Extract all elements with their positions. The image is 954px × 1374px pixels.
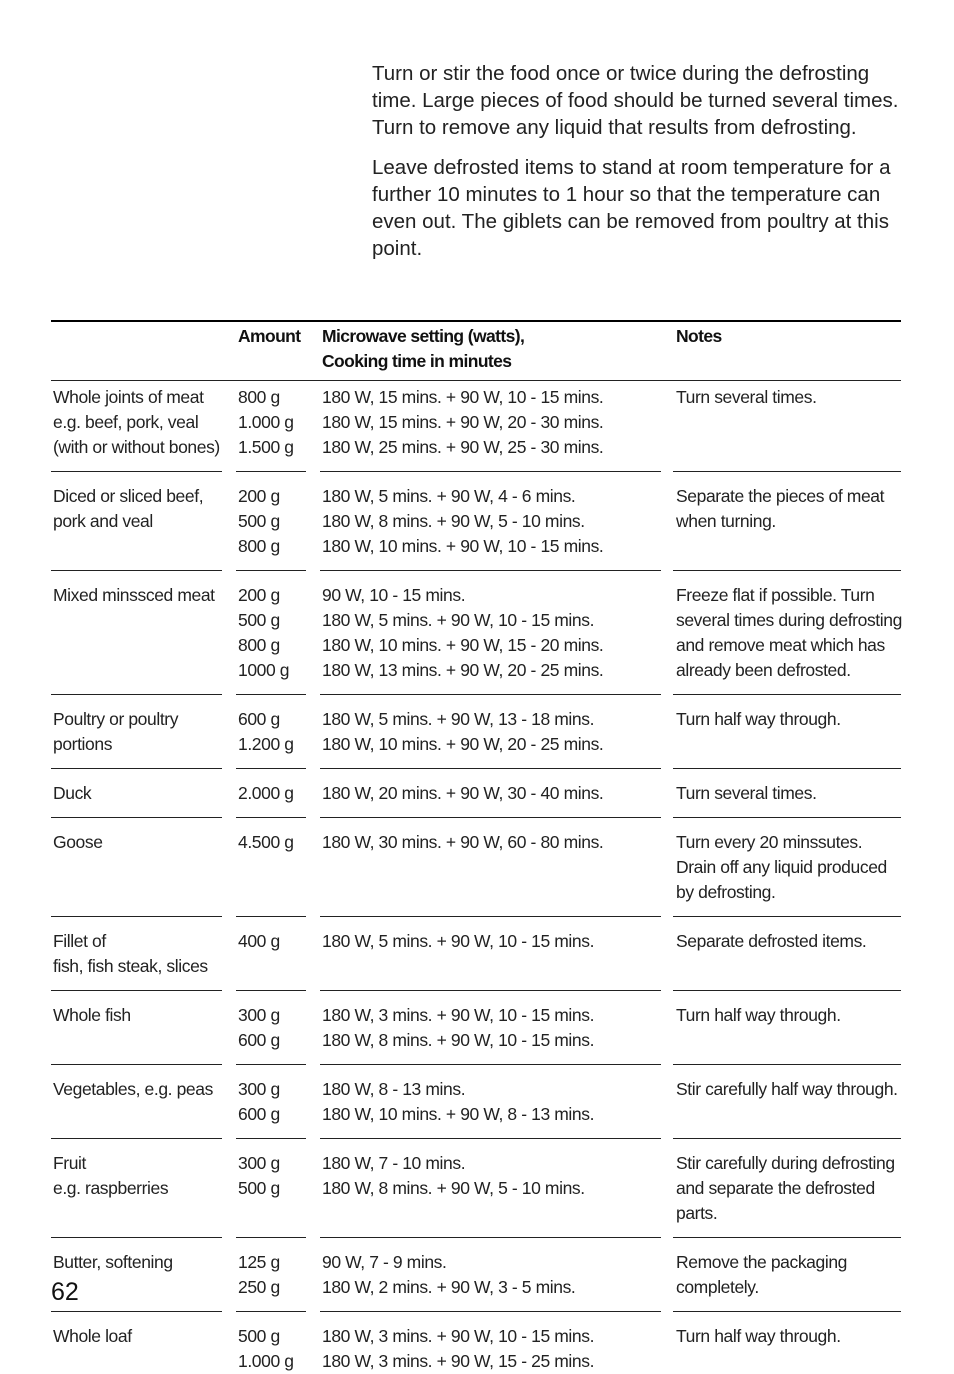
row-notes <box>676 781 901 806</box>
row-amount-line: 600 g <box>238 1030 280 1050</box>
row-setting-line: 180 W, 8 mins. + 90 W, 5 - 10 mins. <box>322 511 585 531</box>
row-setting <box>322 1077 667 1127</box>
row-item-line: Duck <box>53 783 92 803</box>
row-separator <box>236 1237 306 1238</box>
row-setting-line: 180 W, 3 mins. + 90 W, 15 - 25 mins. <box>322 1351 595 1371</box>
row-amount-line: 125 g <box>238 1252 280 1272</box>
row-amount <box>238 830 308 855</box>
row-amount-line: 1.500 g <box>238 437 294 457</box>
row-item <box>53 707 233 757</box>
row-notes-line: by defrosting. <box>676 882 776 902</box>
row-separator <box>51 817 222 818</box>
row-setting-line: 180 W, 2 mins. + 90 W, 3 - 5 mins. <box>322 1277 576 1297</box>
row-notes <box>676 1151 901 1226</box>
row-setting-line: 180 W, 3 mins. + 90 W, 10 - 15 mins. <box>322 1326 595 1346</box>
row-item-line: e.g. raspberries <box>53 1178 169 1198</box>
row-amount <box>238 1324 308 1374</box>
row-separator <box>236 1138 306 1139</box>
row-amount-line: 200 g <box>238 585 280 605</box>
row-notes-line: Drain off any liquid produced <box>676 857 887 877</box>
row-item-line: e.g. beef, pork, veal <box>53 412 199 432</box>
row-notes-line: Remove the packaging <box>676 1252 847 1272</box>
page-number: 62 <box>51 1278 79 1306</box>
row-setting-line: 180 W, 8 mins. + 90 W, 10 - 15 mins. <box>322 1030 595 1050</box>
row-separator <box>673 471 901 472</box>
row-item-line: (with or without bones) <box>53 437 220 457</box>
row-notes-line: several times during defrosting <box>676 610 902 630</box>
row-separator <box>236 768 306 769</box>
row-separator <box>673 768 901 769</box>
row-item-line: Butter, softening <box>53 1252 173 1272</box>
row-setting-line: 180 W, 30 mins. + 90 W, 60 - 80 mins. <box>322 832 604 852</box>
row-separator <box>320 1064 661 1065</box>
row-separator <box>320 1311 661 1312</box>
row-setting-line: 180 W, 15 mins. + 90 W, 20 - 30 mins. <box>322 412 604 432</box>
row-setting-line: 180 W, 10 mins. + 90 W, 10 - 15 mins. <box>322 536 604 556</box>
row-separator <box>320 990 661 991</box>
row-setting-line: 180 W, 5 mins. + 90 W, 10 - 15 mins. <box>322 931 595 951</box>
row-notes-line: Turn every 20 minssutes. <box>676 832 863 852</box>
row-notes-line: Turn half way through. <box>676 1005 841 1025</box>
row-setting-line: 180 W, 10 mins. + 90 W, 20 - 25 mins. <box>322 734 604 754</box>
row-item <box>53 1151 233 1201</box>
row-separator <box>320 916 661 917</box>
row-item-line: pork and veal <box>53 511 153 531</box>
row-item <box>53 781 233 806</box>
row-separator <box>673 1311 901 1312</box>
row-separator <box>51 1064 222 1065</box>
row-amount <box>238 781 308 806</box>
row-setting <box>322 1003 667 1053</box>
row-notes-line: Separate defrosted items. <box>676 931 867 951</box>
row-amount-line: 1.000 g <box>238 1351 294 1371</box>
row-amount-line: 200 g <box>238 486 280 506</box>
row-amount-line: 400 g <box>238 931 280 951</box>
row-amount-line: 300 g <box>238 1079 280 1099</box>
row-item <box>53 484 233 534</box>
row-item-line: Goose <box>53 832 103 852</box>
header-setting <box>322 324 667 374</box>
row-setting-line: 180 W, 15 mins. + 90 W, 10 - 15 mins. <box>322 387 604 407</box>
row-separator <box>320 1237 661 1238</box>
row-amount <box>238 1151 308 1201</box>
row-setting-line: 90 W, 10 - 15 mins. <box>322 585 466 605</box>
row-item-line: Mixed minssced meat <box>53 585 215 605</box>
row-setting-line: 180 W, 5 mins. + 90 W, 4 - 6 mins. <box>322 486 576 506</box>
row-amount-line: 250 g <box>238 1277 280 1297</box>
row-separator <box>236 1311 306 1312</box>
row-notes-line: Turn several times. <box>676 783 817 803</box>
table-top-rule <box>51 320 901 322</box>
row-separator <box>236 817 306 818</box>
header-amount: Amount <box>238 326 301 346</box>
row-amount-line: 1.200 g <box>238 734 294 754</box>
row-setting-line: 180 W, 8 mins. + 90 W, 5 - 10 mins. <box>322 1178 585 1198</box>
row-separator <box>673 1237 901 1238</box>
row-separator <box>236 990 306 991</box>
row-item-line: Poultry or poultry <box>53 709 179 729</box>
row-amount-line: 800 g <box>238 536 280 556</box>
row-item-line: fish, fish steak, slices <box>53 956 208 976</box>
row-item <box>53 1250 233 1275</box>
row-amount <box>238 707 308 757</box>
row-item-line: Whole loaf <box>53 1326 132 1346</box>
row-notes-line: Stir carefully during defrosting <box>676 1153 895 1173</box>
row-item <box>53 929 233 979</box>
row-setting <box>322 1151 667 1201</box>
row-item-line: Vegetables, e.g. peas <box>53 1079 213 1099</box>
row-setting-line: 180 W, 20 mins. + 90 W, 30 - 40 mins. <box>322 783 604 803</box>
row-setting-line: 180 W, 8 - 13 mins. <box>322 1079 466 1099</box>
intro-paragraph: Leave defrosted items to stand at room temperature for a further 10 minutes to 1 hour so that the temperature can even out. The giblets can be removed from poultry at this point. <box>372 156 891 260</box>
row-amount <box>238 1003 308 1053</box>
row-setting-line: 180 W, 10 mins. + 90 W, 15 - 20 mins. <box>322 635 604 655</box>
header-notes: Notes <box>676 326 722 346</box>
row-separator <box>51 1138 222 1139</box>
row-item-line: Fillet of <box>53 931 106 951</box>
row-amount-line: 600 g <box>238 709 280 729</box>
row-item <box>53 1003 233 1028</box>
row-separator <box>236 471 306 472</box>
row-separator <box>673 817 901 818</box>
row-amount-line: 800 g <box>238 635 280 655</box>
row-item-line: Fruit <box>53 1153 87 1173</box>
row-separator <box>51 990 222 991</box>
row-amount-line: 2.000 g <box>238 783 294 803</box>
row-notes-line: already been defrosted. <box>676 660 851 680</box>
row-notes <box>676 830 901 905</box>
row-amount-line: 600 g <box>238 1104 280 1124</box>
row-notes-line: when turning. <box>676 511 776 531</box>
row-separator <box>51 916 222 917</box>
row-setting <box>322 781 667 806</box>
row-separator <box>236 570 306 571</box>
row-setting-line: 180 W, 10 mins. + 90 W, 8 - 13 mins. <box>322 1104 595 1124</box>
row-separator <box>673 990 901 991</box>
row-separator <box>51 1237 222 1238</box>
row-separator <box>236 1064 306 1065</box>
row-separator <box>320 817 661 818</box>
row-separator <box>673 570 901 571</box>
row-amount-line: 500 g <box>238 1178 280 1198</box>
row-setting <box>322 1324 667 1374</box>
row-notes-line: and remove meat which has <box>676 635 885 655</box>
row-amount <box>238 385 308 460</box>
row-notes <box>676 1003 901 1028</box>
row-amount <box>238 1077 308 1127</box>
header-setting-line: Microwave setting (watts), <box>322 326 525 346</box>
row-amount <box>238 1250 308 1300</box>
row-setting <box>322 830 667 855</box>
row-separator <box>51 1311 222 1312</box>
row-notes <box>676 1324 901 1349</box>
intro-text <box>372 60 912 275</box>
row-item <box>53 830 233 855</box>
row-item-line: Whole fish <box>53 1005 131 1025</box>
row-separator <box>673 694 901 695</box>
row-separator <box>236 694 306 695</box>
row-notes <box>676 484 901 534</box>
row-notes <box>676 1077 901 1102</box>
row-setting <box>322 707 667 757</box>
row-notes <box>676 583 901 683</box>
row-separator <box>320 694 661 695</box>
row-item <box>53 1324 233 1349</box>
row-separator <box>673 916 901 917</box>
row-notes-line: completely. <box>676 1277 759 1297</box>
row-notes-line: Freeze flat if possible. Turn <box>676 585 875 605</box>
row-separator <box>320 1138 661 1139</box>
row-separator <box>673 1138 901 1139</box>
row-notes-line: Turn half way through. <box>676 709 841 729</box>
row-setting-line: 90 W, 7 - 9 mins. <box>322 1252 447 1272</box>
row-separator <box>51 570 222 571</box>
row-setting <box>322 1250 667 1300</box>
row-amount <box>238 583 308 683</box>
row-setting-line: 180 W, 5 mins. + 90 W, 13 - 18 mins. <box>322 709 595 729</box>
row-separator <box>320 570 661 571</box>
row-notes-line: Stir carefully half way through. <box>676 1079 898 1099</box>
row-setting-line: 180 W, 3 mins. + 90 W, 10 - 15 mins. <box>322 1005 595 1025</box>
header-rule <box>51 380 901 381</box>
row-separator <box>320 471 661 472</box>
row-notes-line: parts. <box>676 1203 718 1223</box>
row-notes-line: Turn half way through. <box>676 1326 841 1346</box>
row-notes-line: Separate the pieces of meat <box>676 486 885 506</box>
row-amount-line: 500 g <box>238 1326 280 1346</box>
row-separator <box>236 916 306 917</box>
row-amount-line: 500 g <box>238 610 280 630</box>
intro-paragraph: Turn or stir the food once or twice during the defrosting time. Large pieces of food should be turned several times. Turn to remove any liquid that results from defrosting. <box>372 62 899 139</box>
row-separator <box>320 768 661 769</box>
row-amount-line: 300 g <box>238 1153 280 1173</box>
row-notes <box>676 1250 901 1300</box>
row-notes <box>676 929 901 954</box>
row-amount <box>238 484 308 559</box>
row-separator <box>51 768 222 769</box>
row-notes <box>676 385 901 410</box>
row-amount-line: 1.000 g <box>238 412 294 432</box>
row-separator <box>51 471 222 472</box>
row-notes-line: and separate the defrosted <box>676 1178 875 1198</box>
row-setting <box>322 385 667 460</box>
row-notes <box>676 707 901 732</box>
row-separator <box>51 694 222 695</box>
row-item-line: Diced or sliced beef, <box>53 486 204 506</box>
row-setting-line: 180 W, 13 mins. + 90 W, 20 - 25 mins. <box>322 660 604 680</box>
row-item <box>53 583 233 608</box>
row-amount <box>238 929 308 954</box>
row-notes-line: Turn several times. <box>676 387 817 407</box>
row-amount-line: 500 g <box>238 511 280 531</box>
row-setting-line: 180 W, 7 - 10 mins. <box>322 1153 466 1173</box>
header-setting-line: Cooking time in minutes <box>322 351 512 371</box>
row-setting <box>322 583 667 683</box>
row-setting-line: 180 W, 5 mins. + 90 W, 10 - 15 mins. <box>322 610 595 630</box>
row-item <box>53 1077 233 1102</box>
row-item-line: portions <box>53 734 113 754</box>
row-setting-line: 180 W, 25 mins. + 90 W, 25 - 30 mins. <box>322 437 604 457</box>
row-amount-line: 1000 g <box>238 660 290 680</box>
row-amount-line: 300 g <box>238 1005 280 1025</box>
row-amount-line: 800 g <box>238 387 280 407</box>
row-amount-line: 4.500 g <box>238 832 294 852</box>
row-item <box>53 385 233 460</box>
row-separator <box>673 1064 901 1065</box>
row-setting <box>322 929 667 954</box>
row-setting <box>322 484 667 559</box>
row-item-line: Whole joints of meat <box>53 387 204 407</box>
